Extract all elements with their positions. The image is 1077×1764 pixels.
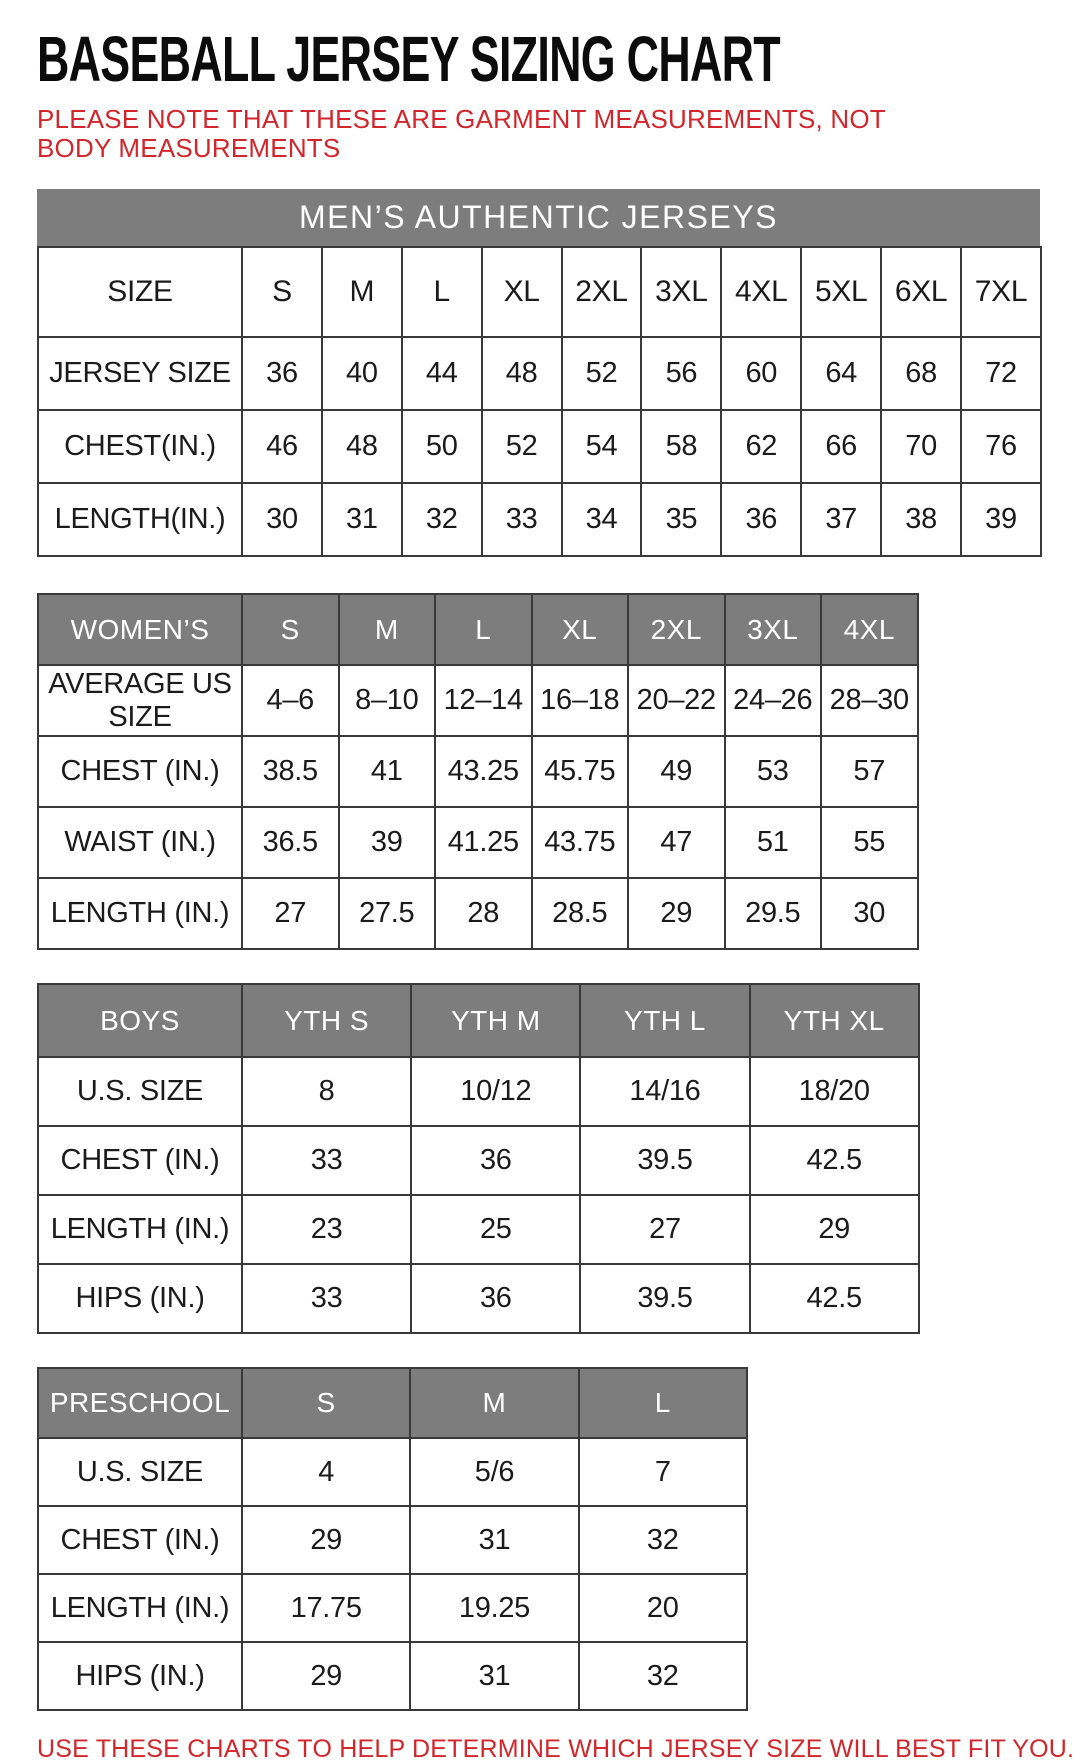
- column-header: M: [322, 247, 402, 337]
- size-cell: 8–10: [339, 665, 436, 736]
- row-label: LENGTH(IN.): [38, 483, 242, 556]
- size-cell: 25: [411, 1195, 580, 1264]
- size-cell: 4–6: [242, 665, 339, 736]
- size-cell: 76: [961, 410, 1041, 483]
- column-header: L: [402, 247, 482, 337]
- size-cell: 37: [801, 483, 881, 556]
- size-cell: 60: [721, 337, 801, 410]
- size-cell: 16–18: [532, 665, 629, 736]
- column-header: 2XL: [628, 594, 725, 665]
- column-header: 2XL: [562, 247, 642, 337]
- column-header: M: [339, 594, 436, 665]
- table-row: [38, 1195, 919, 1264]
- mens-authentic-jerseys-banner: [37, 189, 1040, 246]
- table-row: [38, 1126, 919, 1195]
- size-cell: 14/16: [580, 1057, 749, 1126]
- size-cell: 72: [961, 337, 1041, 410]
- row-label: CHEST (IN.): [38, 1506, 242, 1574]
- size-cell: 27: [580, 1195, 749, 1264]
- row-label: LENGTH (IN.): [38, 1574, 242, 1642]
- size-cell: 55: [821, 807, 918, 878]
- column-header: SIZE: [38, 247, 242, 337]
- size-cell: 30: [821, 878, 918, 949]
- size-cell: 45.75: [532, 736, 629, 807]
- column-header: XL: [482, 247, 562, 337]
- size-cell: 52: [482, 410, 562, 483]
- size-cell: 36.5: [242, 807, 339, 878]
- size-cell: 27.5: [339, 878, 436, 949]
- row-label: AVERAGE US SIZE: [38, 665, 242, 736]
- table-row: [38, 665, 918, 736]
- size-cell: 66: [801, 410, 881, 483]
- table-row: [38, 410, 1041, 483]
- table-row: [38, 1438, 747, 1506]
- preschool-sizing-table: [37, 1367, 748, 1711]
- size-cell: 5/6: [410, 1438, 578, 1506]
- size-cell: 29: [242, 1506, 410, 1574]
- column-header: S: [242, 247, 322, 337]
- size-cell: 17.75: [242, 1574, 410, 1642]
- table-row: [38, 1506, 747, 1574]
- size-cell: 35: [641, 483, 721, 556]
- row-label: WAIST (IN.): [38, 807, 242, 878]
- size-cell: 8: [242, 1057, 411, 1126]
- size-cell: 52: [562, 337, 642, 410]
- garment-measurements-note: PLEASE NOTE THAT THESE ARE GARMENT MEASUREMENTS, NOT BODY MEASUREMENTS: [37, 104, 886, 164]
- page-title: BASEBALL JERSEY SIZING CHART: [37, 23, 780, 95]
- size-cell: 68: [881, 337, 961, 410]
- row-label: CHEST (IN.): [38, 1126, 242, 1195]
- table-row: [38, 1264, 919, 1333]
- column-header: M: [410, 1368, 578, 1438]
- size-cell: 39.5: [580, 1126, 749, 1195]
- column-header: PRESCHOOL: [38, 1368, 242, 1438]
- size-cell: 36: [721, 483, 801, 556]
- row-label: CHEST (IN.): [38, 736, 242, 807]
- size-cell: 29: [750, 1195, 919, 1264]
- column-header: S: [242, 1368, 410, 1438]
- size-cell: 28–30: [821, 665, 918, 736]
- size-cell: 41.25: [435, 807, 532, 878]
- size-cell: 28.5: [532, 878, 629, 949]
- table-row: [38, 736, 918, 807]
- size-cell: 38: [881, 483, 961, 556]
- fit-advice-note: USE THESE CHARTS TO HELP DETERMINE WHICH JERSEY SIZE WILL BEST FIT YOU.: [37, 1735, 1075, 1764]
- size-cell: 36: [411, 1264, 580, 1333]
- row-label: CHEST(IN.): [38, 410, 242, 483]
- size-cell: 48: [322, 410, 402, 483]
- row-label: JERSEY SIZE: [38, 337, 242, 410]
- column-header: WOMEN’S: [38, 594, 242, 665]
- column-header: 5XL: [801, 247, 881, 337]
- table-row: [38, 1057, 919, 1126]
- size-cell: 43.25: [435, 736, 532, 807]
- row-label: HIPS (IN.): [38, 1642, 242, 1710]
- table-row: [38, 483, 1041, 556]
- size-cell: 48: [482, 337, 562, 410]
- size-cell: 39: [339, 807, 436, 878]
- size-cell: 29: [628, 878, 725, 949]
- preschool-header-row: [38, 1368, 747, 1438]
- size-cell: 50: [402, 410, 482, 483]
- size-cell: 32: [579, 1506, 747, 1574]
- mens-header-row: [38, 247, 1041, 337]
- size-cell: 62: [721, 410, 801, 483]
- row-label: LENGTH (IN.): [38, 878, 242, 949]
- size-cell: 32: [402, 483, 482, 556]
- womens-sizing-table: [37, 593, 919, 950]
- size-cell: 47: [628, 807, 725, 878]
- size-cell: 34: [562, 483, 642, 556]
- table-row: [38, 807, 918, 878]
- column-header: S: [242, 594, 339, 665]
- size-cell: 36: [411, 1126, 580, 1195]
- size-cell: 31: [410, 1506, 578, 1574]
- column-header: 6XL: [881, 247, 961, 337]
- column-header: YTH S: [242, 984, 411, 1057]
- size-cell: 33: [242, 1126, 411, 1195]
- column-header: YTH XL: [750, 984, 919, 1057]
- size-cell: 39: [961, 483, 1041, 556]
- size-cell: 31: [410, 1642, 578, 1710]
- column-header: 4XL: [821, 594, 918, 665]
- size-cell: 27: [242, 878, 339, 949]
- size-cell: 29: [242, 1642, 410, 1710]
- size-cell: 53: [725, 736, 822, 807]
- row-label: U.S. SIZE: [38, 1438, 242, 1506]
- size-cell: 51: [725, 807, 822, 878]
- size-cell: 39.5: [580, 1264, 749, 1333]
- size-cell: 19.25: [410, 1574, 578, 1642]
- size-cell: 33: [482, 483, 562, 556]
- column-header: BOYS: [38, 984, 242, 1057]
- size-cell: 33: [242, 1264, 411, 1333]
- boys-sizing-table: [37, 983, 920, 1334]
- size-cell: 58: [641, 410, 721, 483]
- table-row: [38, 337, 1041, 410]
- table-row: [38, 878, 918, 949]
- row-label: U.S. SIZE: [38, 1057, 242, 1126]
- size-cell: 7: [579, 1438, 747, 1506]
- size-cell: 49: [628, 736, 725, 807]
- row-label: HIPS (IN.): [38, 1264, 242, 1333]
- column-header: YTH L: [580, 984, 749, 1057]
- column-header: XL: [532, 594, 629, 665]
- size-cell: 32: [579, 1642, 747, 1710]
- size-cell: 42.5: [750, 1264, 919, 1333]
- mens-banner-label: MEN’S AUTHENTIC JERSEYS: [298, 199, 778, 236]
- size-cell: 23: [242, 1195, 411, 1264]
- row-label: LENGTH (IN.): [38, 1195, 242, 1264]
- size-cell: 12–14: [435, 665, 532, 736]
- table-row: [38, 1574, 747, 1642]
- size-cell: 10/12: [411, 1057, 580, 1126]
- size-cell: 36: [242, 337, 322, 410]
- column-header: L: [579, 1368, 747, 1438]
- size-cell: 41: [339, 736, 436, 807]
- size-cell: 40: [322, 337, 402, 410]
- size-cell: 42.5: [750, 1126, 919, 1195]
- column-header: 3XL: [725, 594, 822, 665]
- column-header: 4XL: [721, 247, 801, 337]
- size-cell: 57: [821, 736, 918, 807]
- size-cell: 4: [242, 1438, 410, 1506]
- size-cell: 70: [881, 410, 961, 483]
- mens-sizing-table: [37, 246, 1042, 557]
- size-cell: 24–26: [725, 665, 822, 736]
- column-header: L: [435, 594, 532, 665]
- column-header: YTH M: [411, 984, 580, 1057]
- table-row: [38, 1642, 747, 1710]
- size-cell: 30: [242, 483, 322, 556]
- size-cell: 20–22: [628, 665, 725, 736]
- womens-header-row: [38, 594, 918, 665]
- size-cell: 43.75: [532, 807, 629, 878]
- size-cell: 31: [322, 483, 402, 556]
- size-cell: 20: [579, 1574, 747, 1642]
- size-cell: 44: [402, 337, 482, 410]
- column-header: 3XL: [641, 247, 721, 337]
- size-cell: 29.5: [725, 878, 822, 949]
- column-header: 7XL: [961, 247, 1041, 337]
- size-cell: 38.5: [242, 736, 339, 807]
- size-cell: 64: [801, 337, 881, 410]
- size-cell: 18/20: [750, 1057, 919, 1126]
- size-cell: 46: [242, 410, 322, 483]
- size-cell: 28: [435, 878, 532, 949]
- size-cell: 54: [562, 410, 642, 483]
- size-cell: 56: [641, 337, 721, 410]
- boys-header-row: [38, 984, 919, 1057]
